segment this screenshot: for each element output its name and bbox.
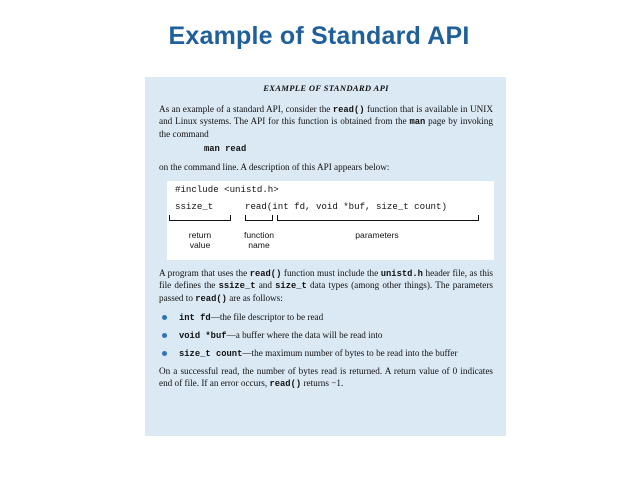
return-value-label: return value — [188, 229, 212, 250]
include-line: #include <unistd.h> — [175, 183, 279, 195]
parameters-label: parameters — [355, 229, 399, 240]
bullet-icon — [162, 333, 167, 338]
return-type: ssize_t — [175, 200, 214, 212]
return-bracket — [169, 215, 231, 221]
intro-paragraph: As an example of a standard API, consider the read() function that is available in UNIX and Linux systems. The API for this function is obtained from the man page by invoking the command — [159, 103, 493, 139]
man-command: man read — [204, 144, 247, 155]
box-heading: EXAMPLE OF STANDARD API — [263, 83, 389, 93]
program-paragraph: A program that uses the read() function must include the unistd.h header file, as this file defines the ssize_t and size_t data types (among other things). The parameters passed to read() are as follows: — [159, 267, 494, 304]
bullet-icon — [162, 315, 167, 320]
bullet-icon — [162, 351, 167, 356]
list-item: void *buf—a buffer where the data will be read into — [159, 330, 493, 343]
api-example-box — [145, 77, 506, 436]
slide-title: Example of Standard API — [168, 22, 470, 50]
function-bracket — [245, 215, 273, 221]
list-item: int fd—the file descriptor to be read — [159, 312, 493, 325]
function-signature: read(int fd, void *buf, size_t count) — [245, 200, 447, 212]
command-line-text: on the command line. A description of this API appears below: — [159, 161, 390, 172]
parameter-list — [159, 312, 493, 360]
parameters-bracket — [277, 215, 479, 221]
code-panel — [167, 181, 494, 260]
list-item: size_t count—the maximum number of bytes to be read into the buffer — [159, 348, 493, 361]
result-paragraph: On a successful read, the number of bytes read is returned. A return value of 0 indicates end of file. If an error occurs, read() returns −1. — [159, 366, 493, 389]
function-name-label: function name — [243, 229, 275, 250]
